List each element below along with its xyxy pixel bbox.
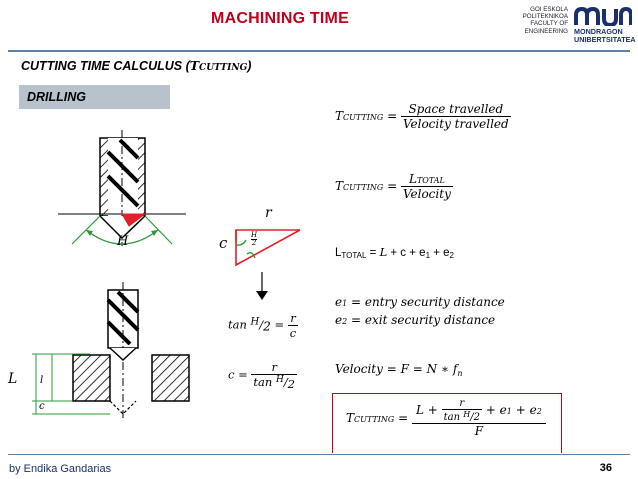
- formula-ltotal: LTOTAL = L + c + e1 + e2: [335, 245, 454, 260]
- footer-rule: [8, 454, 630, 455]
- formula-c: c = $\frac{r}{\tan ^H/2}$: [228, 360, 295, 391]
- drilling-label: DRILLING: [19, 85, 170, 109]
- length-L-label: L: [8, 371, 18, 387]
- page-number: 36: [599, 462, 612, 474]
- drill-bit-top: [58, 130, 186, 246]
- angle-h-label: H: [117, 234, 129, 249]
- length-l-label: l: [40, 375, 44, 386]
- formula-security-distances: e1 = entry security distance e2 = exit security distance: [335, 295, 505, 327]
- footer-author: by Endika Gandarias: [9, 463, 112, 475]
- geometry-triangle: [236, 230, 300, 300]
- triangle-c-label: c: [219, 234, 228, 252]
- formula-tan-half-angle: tan H/2 = $\frac{r}{c}$: [228, 311, 297, 340]
- section-subtitle: CUTTING TIME CALCULUS (TCUTTING): [21, 58, 252, 73]
- triangle-half-angle-label: H 2: [251, 231, 258, 247]
- page-title: MACHINING TIME: [211, 10, 349, 27]
- drill-bit-workpiece: [32, 282, 189, 418]
- triangle-r-label: r: [265, 205, 272, 221]
- formula-velocity: Velocity = F = N ∗ $f_n$: [335, 362, 463, 378]
- logo-faculty-text: GOI ESKOLA POLITEKNIKOA FACULTY OF ENGINEERING: [522, 6, 568, 35]
- formula-cutting-time-1: TCUTTING = $\frac{\text{Space travelled}}{\text{Velocity travelled}}$: [335, 102, 509, 131]
- formula-cutting-time-final: TCUTTING = L + $\frac{r}{\tan ^H/2}$ + e1 + e2 F: [346, 398, 546, 438]
- formula-cutting-time-2: TCUTTING = $\frac{\text{LTOTAL}}{\text{Velocity}}$: [335, 172, 451, 201]
- logo-name-text: MONDRAGON UNIBERTSITATEA: [574, 27, 636, 44]
- length-c-label: c: [39, 401, 45, 412]
